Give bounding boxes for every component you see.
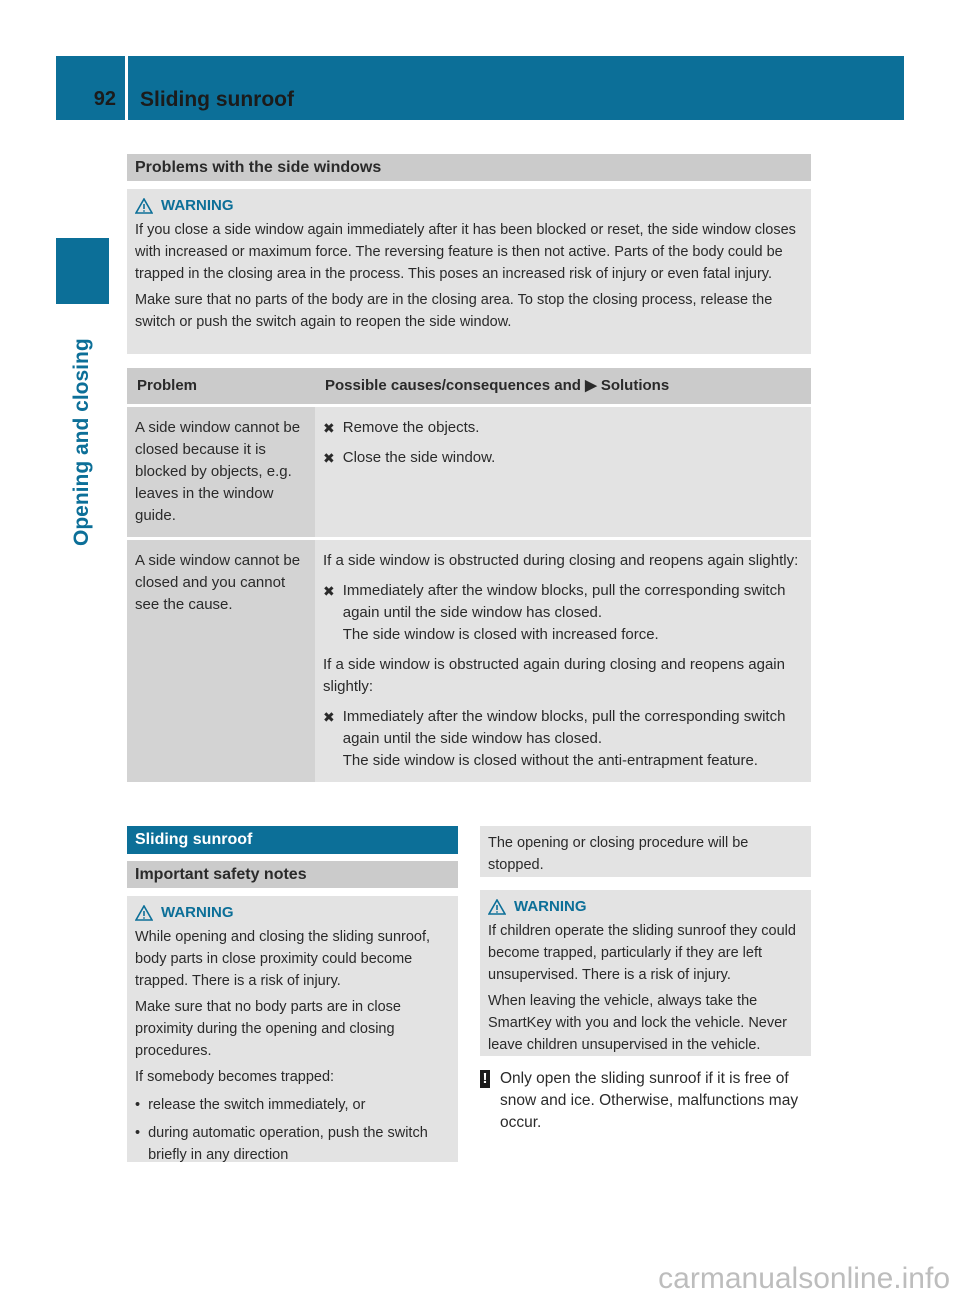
action-arrow-icon: ✖: [323, 583, 335, 599]
header-title: Sliding sunroof: [140, 88, 294, 111]
column-header-solutions-b: Solutions: [600, 377, 670, 394]
section-title-sliding-sunroof: [127, 826, 458, 854]
list-item-text: during automatic operation, push the switch briefly in any direction: [148, 1125, 428, 1163]
info-box-stopped: [480, 826, 811, 877]
warning-label: WARNING: [514, 898, 587, 915]
solution-cell: [315, 539, 811, 783]
action-step: [323, 417, 803, 439]
info-text: The opening or closing procedure will be stopped.: [488, 835, 749, 873]
action-step-text: Remove the objects.: [342, 419, 480, 436]
list-item: [135, 1122, 450, 1166]
list-item-text: release the switch immediately, or: [148, 1097, 366, 1113]
warning-triangle-icon: [488, 899, 506, 915]
section-title-text: Sliding sunroof: [135, 831, 253, 848]
action-arrow-icon: ✖: [323, 450, 335, 466]
step-result: The side window is closed without the anti-entrapment feature.: [342, 752, 758, 769]
action-step: [323, 706, 803, 772]
bullet-icon: •: [135, 1125, 141, 1141]
note-text: Only open the sliding sunroof if it is free of snow and ice. Otherwise, malfunctions may occur.: [500, 1070, 799, 1131]
column-header-solutions-a: Possible causes/consequences and: [325, 377, 581, 394]
action-arrow-icon: ✖: [323, 709, 335, 725]
warning-text: Make sure that no parts of the body are in the closing area. To stop the closing process, release the switch or push the switch again to reopen the side window.: [135, 292, 773, 330]
header-divider: [125, 56, 128, 120]
step-instruction: Immediately after the window blocks, pull the corresponding switch again until the side window has closed.: [342, 708, 786, 747]
warning-heading: [135, 902, 450, 924]
warning-box-side-windows: [127, 189, 811, 354]
warning-text: When leaving the vehicle, always take the SmartKey with you and lock the vehicle. Never leave children unsupervised in the vehicle.: [488, 993, 787, 1053]
page-number: 92: [93, 88, 116, 110]
solution-intro: If a side window is obstructed again during closing and reopens again slightly:: [323, 656, 785, 695]
section-title-safety-notes: [127, 861, 458, 888]
action-arrow-icon: ✖: [323, 420, 335, 436]
warning-heading: [135, 195, 803, 217]
warning-text: If you close a side window again immediately after it has been blocked or reset, the side window closes with increased or maximum force. The reversing feature is then not active. Parts of the body could be trapped in the closing area in the process. This poses an increased risk of injury or even fatal injury.: [135, 222, 796, 282]
warning-box-children: [480, 890, 811, 1056]
warning-label: WARNING: [161, 904, 234, 921]
side-chapter-label: Opening and closing: [70, 338, 93, 546]
warning-label: WARNING: [161, 197, 234, 214]
action-step: [323, 447, 803, 469]
bullet-icon: •: [135, 1097, 141, 1113]
action-step-text: [343, 580, 803, 646]
warning-triangle-icon: [135, 905, 153, 921]
warning-text: If somebody becomes trapped:: [135, 1069, 335, 1085]
section-title-side-windows: [127, 154, 811, 181]
exclamation-icon: !: [480, 1070, 490, 1088]
side-tab: [56, 238, 109, 304]
note-free-of-snow: [480, 1068, 810, 1134]
problem-cell: A side window cannot be closed because it is blocked by objects, e.g. leaves in the window guide.: [127, 406, 315, 539]
table-row: [127, 406, 811, 539]
warning-box-sunroof: [127, 896, 458, 1162]
solution-cell: [315, 406, 811, 539]
section-title-text: Important safety notes: [135, 866, 307, 883]
section-title-text: Problems with the side windows: [135, 159, 382, 176]
list-item: [135, 1094, 450, 1116]
warning-text: If children operate the sliding sunroof they could become trapped, particularly if they are left unsupervised. There is a risk of injury.: [488, 923, 796, 983]
action-step-text: [343, 706, 803, 772]
warning-triangle-icon: [135, 198, 153, 214]
column-header-solutions: [315, 368, 811, 406]
problem-cell: A side window cannot be closed and you cannot see the cause.: [127, 539, 315, 783]
warning-text: While opening and closing the sliding sunroof, body parts in close proximity could become trapped. There is a risk of injury.: [135, 929, 431, 989]
step-instruction: Immediately after the window blocks, pull the corresponding switch again until the side window has closed.: [342, 582, 786, 621]
table-row: [127, 539, 811, 783]
action-step: [323, 580, 803, 646]
step-result: The side window is closed with increased force.: [342, 626, 659, 643]
warning-text: Make sure that no body parts are in close proximity during the opening and closing procedures.: [135, 999, 401, 1059]
action-arrow-icon: ▶: [585, 377, 597, 394]
table-header-row: [127, 368, 811, 406]
solution-intro: If a side window is obstructed during closing and reopens again slightly:: [323, 552, 799, 569]
column-header-problem: Problem: [127, 368, 315, 406]
action-step-text: Close the side window.: [342, 449, 496, 466]
problems-table: [127, 368, 811, 782]
warning-heading: [488, 896, 803, 918]
watermark: carmanualsonline.info: [658, 1262, 950, 1295]
